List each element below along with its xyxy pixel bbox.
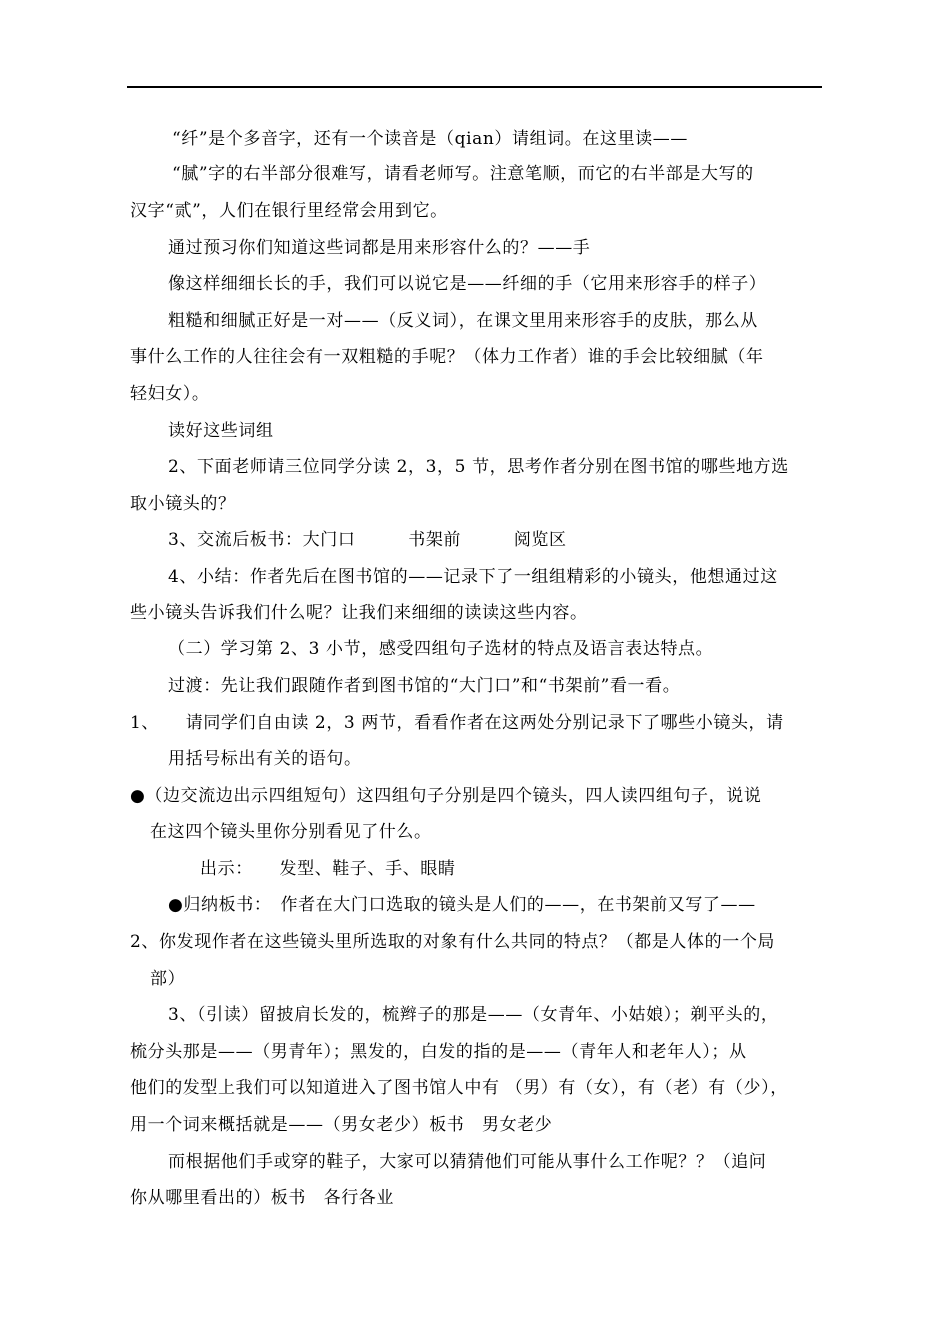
- text-line: 而根据他们手或穿的鞋子，大家可以猜猜他们可能从事什么工作呢？？（追问: [168, 1152, 767, 1172]
- text-line: 读好这些词组: [168, 421, 274, 441]
- text-line: 梳分头那是——（男青年）；黑发的，白发的指的是——（青年人和老年人）；从: [130, 1042, 747, 1062]
- text-line: 3、（引读）留披肩长发的，梳辫子的那是——（女青年、小姑娘）；剃平头的，: [168, 1005, 779, 1025]
- text-line: 2、下面老师请三位同学分读 2，3，5 节，思考作者分别在图书馆的哪些地方选: [168, 457, 789, 477]
- text-line: 轻妇女）。: [130, 384, 210, 404]
- text-line: 2、你发现作者在这些镜头里所选取的对象有什么共同的特点？（都是人体的一个局: [130, 932, 776, 952]
- text-line: 用一个词来概括就是——（男女老少）板书 男女老少: [130, 1115, 553, 1135]
- text-line: 通过预习你们知道这些词都是用来形容什么的？——手: [168, 238, 591, 258]
- text-line: 汉字“贰”，人们在银行里经常会用到它。: [130, 201, 448, 221]
- header-rule: [127, 86, 822, 88]
- text-line: 些小镜头告诉我们什么呢？让我们来细细的读读这些内容。: [130, 603, 588, 623]
- text-line: “腻”字的右半部分很难写，请看老师写。注意笔顺，而它的右半部是大写的: [172, 164, 754, 184]
- text-line: 部）: [150, 969, 186, 989]
- text-line: 你从哪里看出的）板书 各行各业: [130, 1188, 394, 1208]
- text-line: 1、 请同学们自由读 2，3 两节，看看作者在这两处分别记录下了哪些小镜头，请: [130, 713, 784, 733]
- text-line: 在这四个镜头里你分别看见了什么。: [150, 822, 432, 842]
- text-line: 粗糙和细腻正好是一对——（反义词），在课文里用来形容手的皮肤，那么从: [168, 311, 758, 331]
- text-line: “纤”是个多音字，还有一个读音是（qian）请组词。在这里读——: [172, 129, 688, 149]
- text-line: ●（边交流边出示四组短句）这四组句子分别是四个镜头，四人读四组句子，说说: [130, 786, 762, 806]
- text-line: 像这样细细长长的手，我们可以说它是——纤细的手（它用来形容手的样子）: [168, 274, 767, 294]
- text-line: 他们的发型上我们可以知道进入了图书馆人中有 （男）有（女），有（老）有（少），: [130, 1078, 788, 1098]
- text-line: 4、小结：作者先后在图书馆的——记录下了一组组精彩的小镜头，他想通过这: [168, 567, 778, 587]
- text-line: 出示： 发型、鞋子、手、眼睛: [200, 859, 456, 879]
- text-line: （二）学习第 2、3 小节，感受四组句子选材的特点及语言表达特点。: [168, 639, 714, 659]
- text-line: 取小镜头的？: [130, 494, 236, 514]
- text-line: ●归纳板书： 作者在大门口选取的镜头是人们的——，在书架前又写了——: [168, 895, 756, 915]
- text-line: 3、交流后板书：大门口 书架前 阅览区: [168, 530, 567, 550]
- text-line: 用括号标出有关的语句。: [168, 749, 362, 769]
- text-line: 过渡：先让我们跟随作者到图书馆的“大门口”和“书架前”看一看。: [168, 676, 681, 696]
- text-line: 事什么工作的人往往会有一双粗糙的手呢？（体力工作者）谁的手会比较细腻（年: [130, 347, 764, 367]
